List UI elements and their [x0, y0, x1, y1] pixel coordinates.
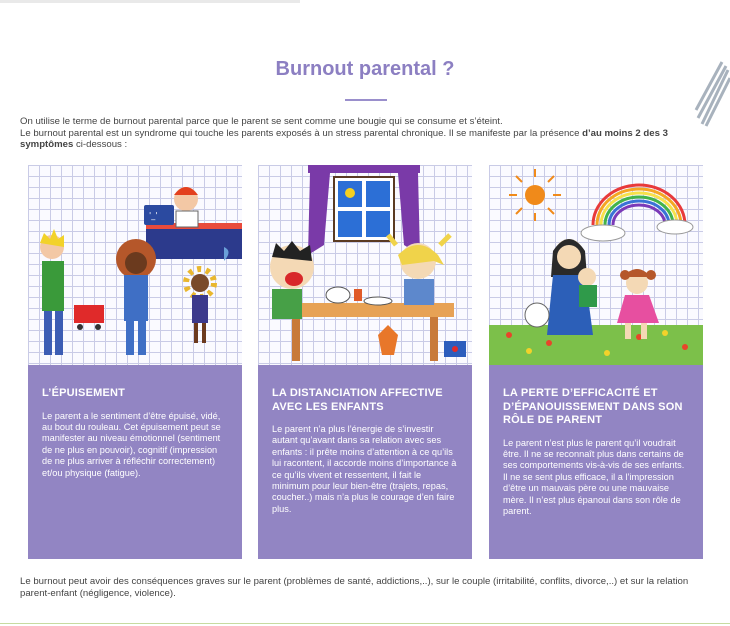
intro-line-1: On utilise le terme de burnout parental parce que le parent se sent comme une bougie qui se consume et s’éteint. — [20, 116, 503, 127]
bottom-divider — [0, 623, 730, 624]
intro-line-2 — [20, 128, 720, 151]
intro-text — [20, 116, 720, 151]
garden-drawing-icon — [489, 165, 703, 365]
card-description: Le parent a le sentiment d’être épuisé, vidé, au bout du rouleau. Cet épuisement peut se manifester au niveau émotionnel (sentiment de ne plus en pouvoir), cognitif (impression de ne plus arriver à réfléchir correctement) et/ou physique (fatigue). — [42, 410, 221, 478]
exhaustion-panel — [28, 365, 242, 559]
exhaustion-illustration — [28, 165, 242, 365]
inefficacy-illustration — [489, 165, 703, 365]
symptom-card-exhaustion — [28, 165, 242, 559]
symptom-card-inefficacy — [489, 165, 703, 559]
symptom-card-detachment — [258, 165, 472, 559]
intro-emphasis: d’au moins 2 des 3 symptômes — [20, 127, 668, 151]
inefficacy-panel — [489, 365, 703, 559]
card-title: L’ÉPUISEMENT — [42, 387, 126, 399]
detachment-panel — [258, 365, 472, 559]
card-description: Le parent n’a plus l’énergie de s’investir autant qu’avant dans sa relation avec ses enfants : il prête moins d’attention à ce qu’ils lui racontent, il accorde moins d’importance à ce qu’ils vivent et ressentent, il fait le minimum pour leur bien-être (trajets, repas, coucher..) mais n’a plus le courage d’en faire plus. — [272, 424, 457, 514]
intro-line-2-end: ci-dessous : — [73, 139, 128, 151]
svg-text:'_': '_' — [149, 211, 158, 220]
page-title: Burnout parental ? — [275, 58, 455, 80]
intro-line-2-start: Le burnout parental est un syndrome qui touche les parents exposés à un stress parental chronique. Il se manifeste par la présence — [20, 127, 583, 139]
detachment-illustration — [258, 165, 472, 365]
title-underline — [345, 99, 387, 101]
card-description: Le parent n’est plus le parent qu’il voudrait être. Il ne se reconnaît plus dans certains de ses comportements vis-à-vis de ses enfants. Il ne se sent plus efficace, il a l’impression d’être un mauvais père ou une mauvaise mère. Il n’est plus épanoui dans son rôle de parent. — [503, 437, 685, 516]
card-title: LA DISTANCIATION AFFECTIVE AVEC LES ENFANTS — [272, 387, 443, 413]
card-title: LA PERTE D’EFFICACITÉ ET D’ÉPANOUISSEMENT DANS SON RÔLE DE PARENT — [503, 387, 683, 426]
supermarket-drawing-icon — [28, 165, 242, 365]
footer-text: Le burnout peut avoir des conséquences graves sur le parent (problèmes de santé, addictions,..), sur le couple (irritabilité, conflits, divorce,..) et sur la relation parent-enfant (négligence, violence). — [20, 576, 689, 599]
dinner-table-drawing-icon — [258, 165, 472, 365]
top-divider — [0, 0, 300, 3]
